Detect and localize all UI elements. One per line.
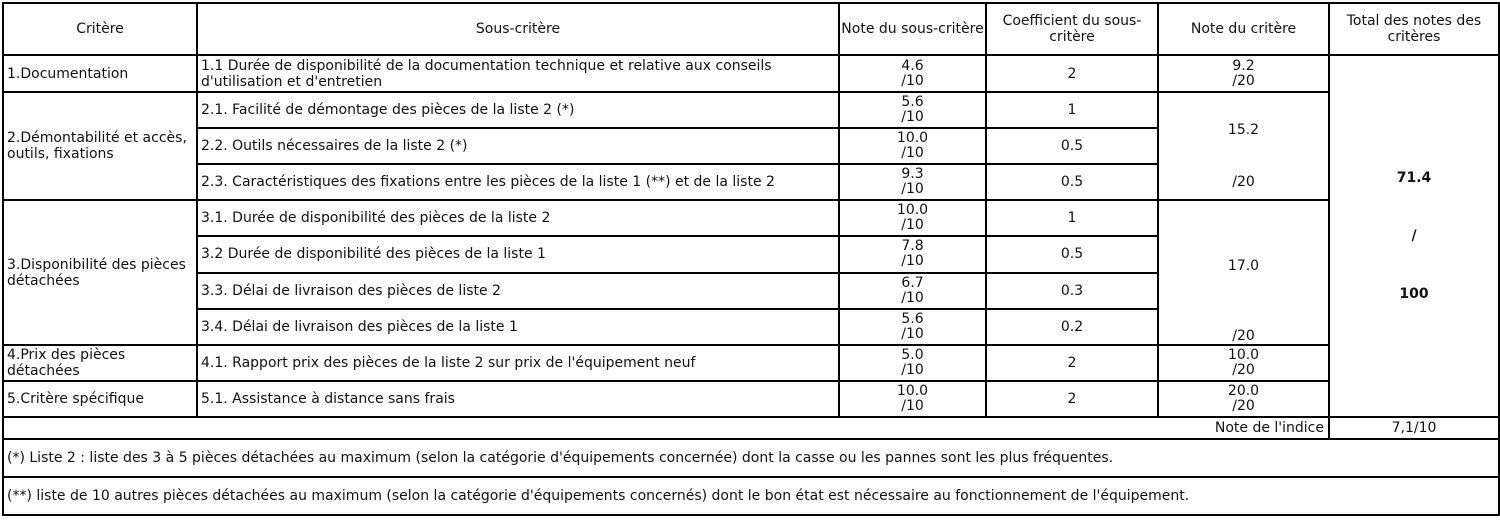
sub-score: 5.6 <box>901 94 924 110</box>
footnote-row <box>3 477 1499 515</box>
total-score-value: 71.4 <box>1396 170 1432 186</box>
criterion-name: 3.Disponibilité des pièces détachées <box>3 200 197 345</box>
criterion-score-denominator: /20 <box>1232 328 1255 344</box>
index-value: 7,1/10 <box>1329 417 1499 439</box>
sub-score-denominator: /10 <box>901 289 924 306</box>
header-note-critere: Note du critère <box>1158 3 1329 55</box>
sub-score-cell <box>839 92 986 128</box>
header-sous-critere: Sous-critère <box>197 3 839 55</box>
sub-score-denominator: /10 <box>901 181 924 197</box>
criterion-score: 9.2 <box>1232 57 1255 74</box>
header-total: Total des notes des critères <box>1329 3 1499 55</box>
sub-score: 7.8 <box>901 238 924 255</box>
header-critere: Critère <box>3 3 197 55</box>
criterion-score-denominator: /20 <box>1232 72 1255 89</box>
sub-score-cell <box>839 55 986 92</box>
total-score-cell <box>1329 55 1499 417</box>
coefficient: 0.5 <box>986 164 1158 200</box>
coefficient: 0.3 <box>986 273 1158 309</box>
criterion-score: 10.0 <box>1227 347 1260 363</box>
criterion-name: 4.Prix des pièces détachées <box>3 345 197 381</box>
coefficient: 2 <box>986 55 1158 92</box>
table-row <box>3 381 1499 417</box>
footnote-liste-1: (**) liste de 10 autres pièces détachées au maximum (selon la catégorie d'équipements concernés) dont le bon état est nécessaire au fonctionnement de l'équipement. <box>3 477 1499 515</box>
criterion-score-cell <box>1158 200 1329 345</box>
criterion-score-denominator: /20 <box>1232 174 1255 190</box>
criterion-score-cell <box>1158 381 1329 417</box>
sub-score: 10.0 <box>896 202 929 219</box>
coefficient: 1 <box>986 92 1158 128</box>
sub-score-cell <box>839 164 986 200</box>
coefficient: 0.5 <box>986 236 1158 272</box>
sub-score-cell <box>839 345 986 381</box>
coefficient: 0.5 <box>986 128 1158 164</box>
table-row <box>3 55 1499 92</box>
sub-score-denominator: /10 <box>901 398 924 414</box>
footnote-row <box>3 439 1499 477</box>
sub-score: 10.0 <box>896 383 929 399</box>
coefficient: 2 <box>986 381 1158 417</box>
sub-score: 5.0 <box>901 347 924 363</box>
footnote-liste-2: (*) Liste 2 : liste des 3 à 5 pièces détachées au maximum (selon la catégorie d'équipements concernée) dont la casse ou les pannes sont les plus fréquentes. <box>3 439 1499 477</box>
criterion-score-cell <box>1158 345 1329 381</box>
index-label: Note de l'indice <box>3 417 1329 439</box>
sub-criterion: 2.3. Caractéristiques des fixations entre les pièces de la liste 1 (**) et de la liste 2 <box>197 164 839 200</box>
sub-criterion: 1.1 Durée de disponibilité de la documentation technique et relative aux conseils d'utilisation et d'entretien <box>197 55 839 92</box>
criterion-score: 17.0 <box>1227 258 1260 274</box>
sub-score-denominator: /10 <box>901 325 924 342</box>
criterion-name: 5.Critère spécifique <box>3 381 197 417</box>
sub-score-denominator: /10 <box>901 217 924 234</box>
criterion-score-cell <box>1158 55 1329 92</box>
sub-criterion: 5.1. Assistance à distance sans frais <box>197 381 839 417</box>
header-row <box>3 3 1499 55</box>
sub-score-cell <box>839 273 986 309</box>
header-note-sous-critere: Note du sous-critère <box>839 3 986 55</box>
sub-score-denominator: /10 <box>901 253 924 270</box>
sub-score: 10.0 <box>896 130 929 146</box>
criterion-score-denominator: /20 <box>1232 362 1255 378</box>
sub-score-denominator: /10 <box>901 109 924 125</box>
sub-score: 9.3 <box>901 166 924 182</box>
sub-criterion: 3.4. Délai de livraison des pièces de la liste 1 <box>197 309 839 345</box>
sub-criterion: 3.2 Durée de disponibilité des pièces de la liste 1 <box>197 236 839 272</box>
sub-criterion: 2.1. Facilité de démontage des pièces de la liste 2 (*) <box>197 92 839 128</box>
sub-score: 5.6 <box>901 310 924 327</box>
sub-criterion: 3.3. Délai de livraison des pièces de liste 2 <box>197 273 839 309</box>
criterion-score: 20.0 <box>1227 383 1260 399</box>
header-coefficient: Coefficient du sous-critère <box>986 3 1158 55</box>
criterion-name: 1.Documentation <box>3 55 197 92</box>
index-row <box>3 417 1499 439</box>
total-score-max: 100 <box>1399 286 1429 302</box>
sub-score: 6.7 <box>901 274 924 291</box>
sub-score: 4.6 <box>901 57 924 74</box>
table-row <box>3 92 1499 128</box>
coefficient: 1 <box>986 200 1158 236</box>
table-row <box>3 200 1499 236</box>
sub-score-cell <box>839 236 986 272</box>
score-table <box>2 2 1500 516</box>
criterion-score: 15.2 <box>1227 122 1260 138</box>
coefficient: 2 <box>986 345 1158 381</box>
sub-criterion: 4.1. Rapport prix des pièces de la liste 2 sur prix de l'équipement neuf <box>197 345 839 381</box>
sub-score-denominator: /10 <box>901 145 924 161</box>
sub-score-cell <box>839 309 986 345</box>
criterion-name: 2.Démontabilité et accès, outils, fixations <box>3 92 197 200</box>
coefficient: 0.2 <box>986 309 1158 345</box>
criterion-score-denominator: /20 <box>1232 398 1255 414</box>
sub-score-denominator: /10 <box>901 72 924 89</box>
sub-score-cell <box>839 128 986 164</box>
sub-score-cell <box>839 381 986 417</box>
sub-score-denominator: /10 <box>901 362 924 378</box>
sub-criterion: 3.1. Durée de disponibilité des pièces de la liste 2 <box>197 200 839 236</box>
total-score-slash: / <box>1411 228 1417 244</box>
sub-score-cell <box>839 200 986 236</box>
table-row <box>3 345 1499 381</box>
criterion-score-cell <box>1158 92 1329 200</box>
sub-criterion: 2.2. Outils nécessaires de la liste 2 (*) <box>197 128 839 164</box>
